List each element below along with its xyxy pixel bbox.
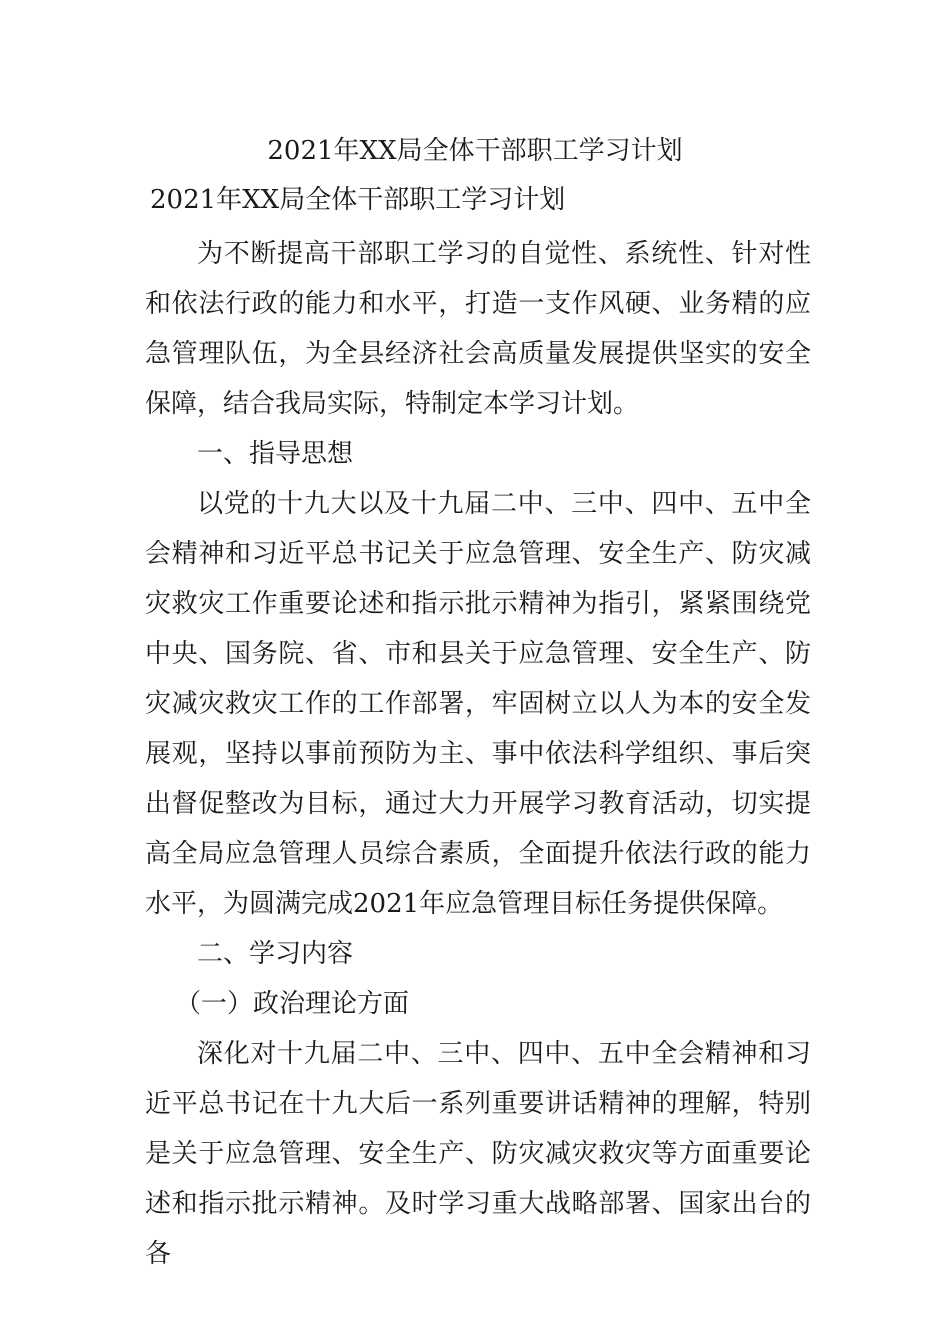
section-heading-guiding-ideology: 一、指导思想 [197, 439, 354, 469]
document-body [145, 229, 811, 1279]
intro-paragraph: 为不断提高干部职工学习的自觉性、系统性、针对性和依法行政的能力和水平，打造一支作风硬、业务精的应急管理队伍，为全县经济社会高质量发展提供坚实的安全保障，结合我局实际，特制定本学习计划。 [145, 239, 811, 419]
subsection-heading-political-theory: （一）政治理论方面 [175, 989, 410, 1019]
guiding-ideology-paragraph: 以党的十九大以及十九届二中、三中、四中、五中全会精神和习近平总书记关于应急管理、安全生产、防灾减灾救灾工作重要论述和指示批示精神为指引，紧紧围绕党中央、国务院、省、市和县关于应急管理、安全生产、防灾减灾救灾工作的工作部署，牢固树立以人为本的安全发展观，坚持以事前预防为主、事中依法科学组织、事后突出督促整改为目标，通过大力开展学习教育活动，切实提高全局应急管理人员综合素质，全面提升依法行政的能力水平，为圆满完成2021年应急管理目标任务提供保障。 [145, 489, 811, 919]
section-heading-study-content: 二、学习内容 [197, 939, 354, 969]
document-title: 2021年XX局全体干部职工学习计划 [267, 136, 683, 166]
document-subtitle: 2021年XX局全体干部职工学习计划 [150, 185, 566, 215]
political-theory-paragraph: 深化对十九届二中、三中、四中、五中全会精神和习近平总书记在十九大后一系列重要讲话精神的理解，特别是关于应急管理、安全生产、防灾减灾救灾等方面重要论述和指示批示精神。及时学习重大战略部署、国家出台的各 [145, 1039, 811, 1269]
